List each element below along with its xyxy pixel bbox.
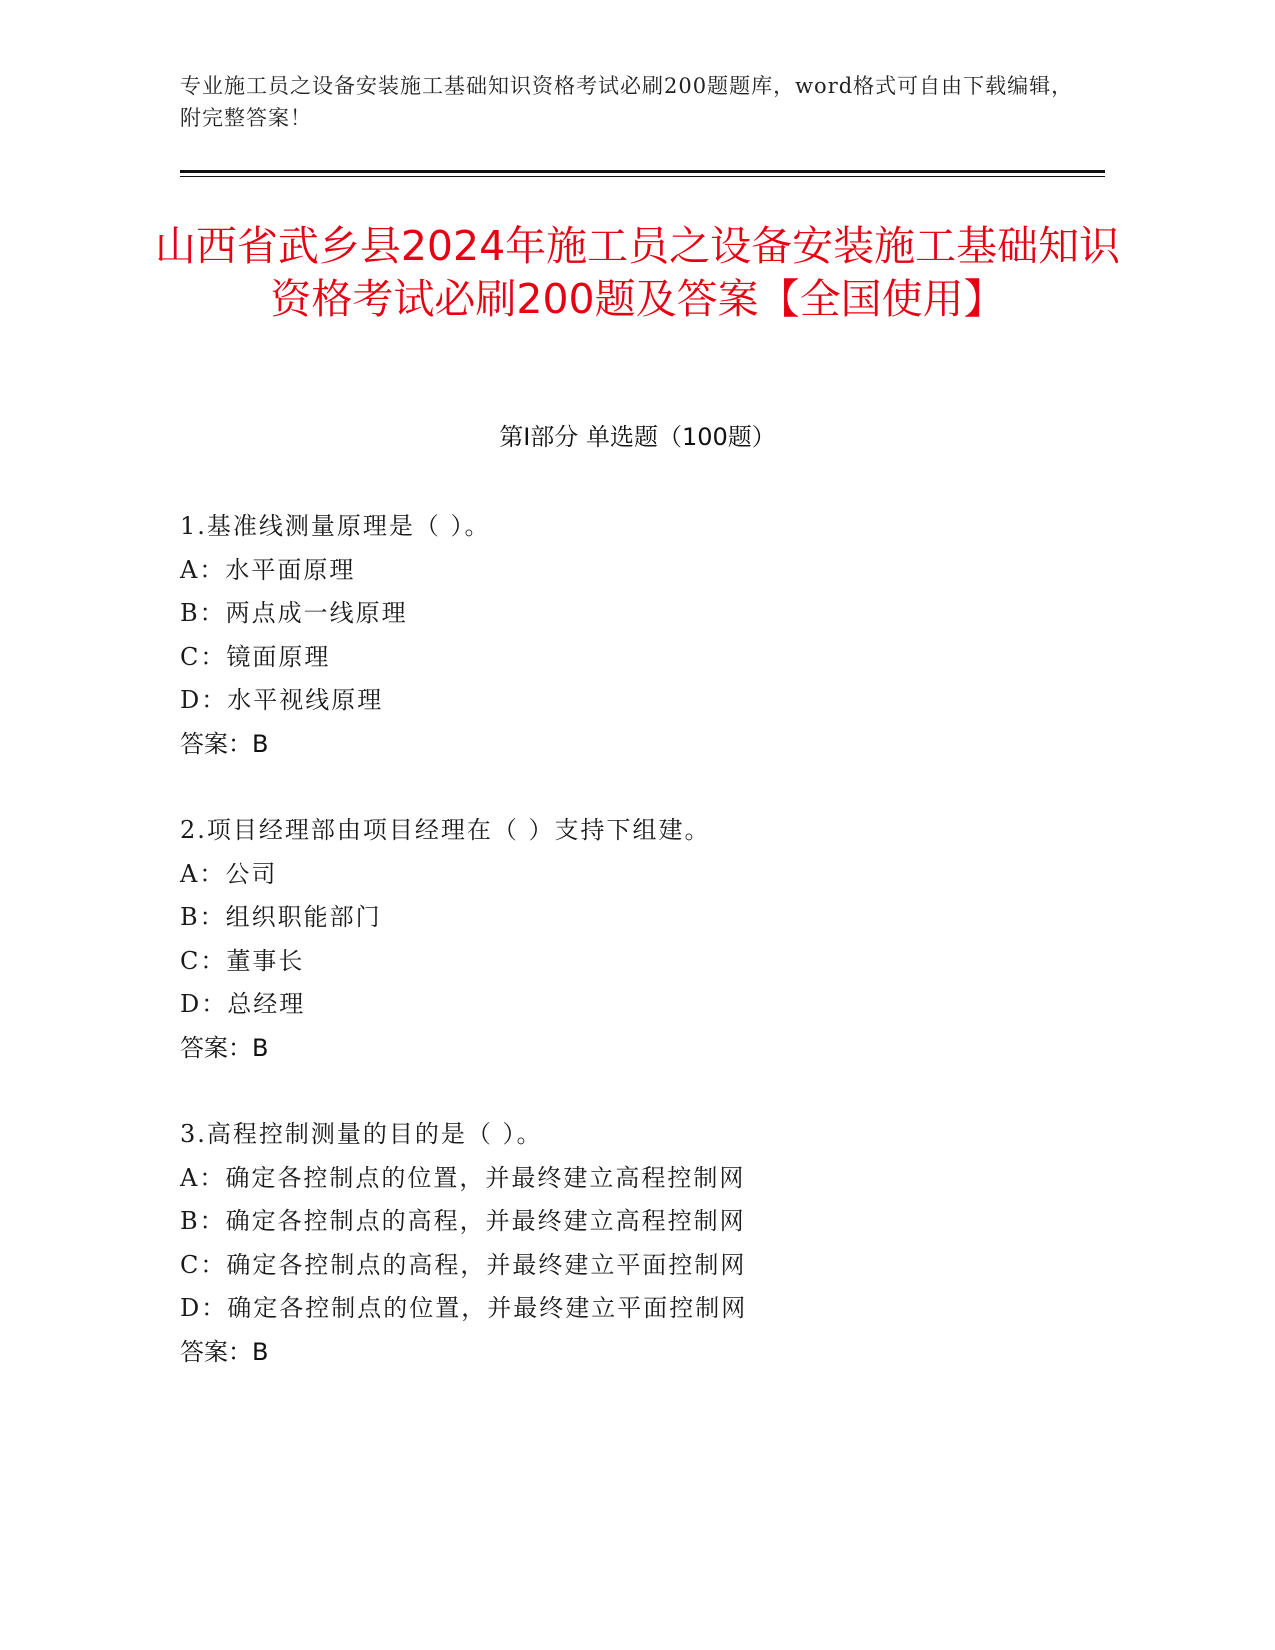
question-stem: 1.基准线测量原理是（ ）。 — [180, 512, 491, 540]
question-stem: 2.项目经理部由项目经理在（ ）支持下组建。 — [180, 816, 711, 844]
answer: 答案：B — [180, 1033, 269, 1062]
section-title: 第Ⅰ部分 单选题（100题） — [499, 423, 776, 451]
header-divider-thin — [180, 176, 1105, 177]
option-c: C：镜面原理 — [180, 642, 331, 671]
header-divider-thick — [180, 170, 1105, 173]
option-c: C：董事长 — [180, 946, 305, 975]
option-c: C：确定各控制点的高程，并最终建立平面控制网 — [180, 1250, 747, 1279]
answer: 答案：B — [180, 729, 269, 758]
question-stem: 3.高程控制测量的目的是（ ）。 — [180, 1120, 543, 1148]
option-a: A：确定各控制点的位置，并最终建立高程控制网 — [180, 1163, 746, 1192]
document-title: 山西省武乡县2024年施工员之设备安装施工基础知识资格考试必刷200题及答案【全国使用】 — [154, 222, 1121, 323]
option-a: A：公司 — [180, 859, 278, 888]
answer: 答案：B — [180, 1337, 269, 1366]
option-b: B：两点成一线原理 — [180, 599, 408, 627]
option-b: B：组织职能部门 — [180, 903, 382, 931]
question-list — [180, 505, 1130, 1417]
option-a: A：水平面原理 — [180, 555, 356, 584]
header-note: 专业施工员之设备安装施工基础知识资格考试必刷200题题库，word格式可自由下载编辑，附完整答案！ — [180, 74, 1074, 130]
option-b: B：确定各控制点的高程，并最终建立高程控制网 — [180, 1207, 746, 1235]
question-1 — [180, 505, 1130, 766]
question-2 — [180, 809, 1130, 1070]
option-d: D：水平视线原理 — [180, 686, 384, 714]
option-d: D：总经理 — [180, 990, 306, 1018]
option-d: D：确定各控制点的位置，并最终建立平面控制网 — [180, 1294, 748, 1322]
question-3 — [180, 1113, 1130, 1374]
